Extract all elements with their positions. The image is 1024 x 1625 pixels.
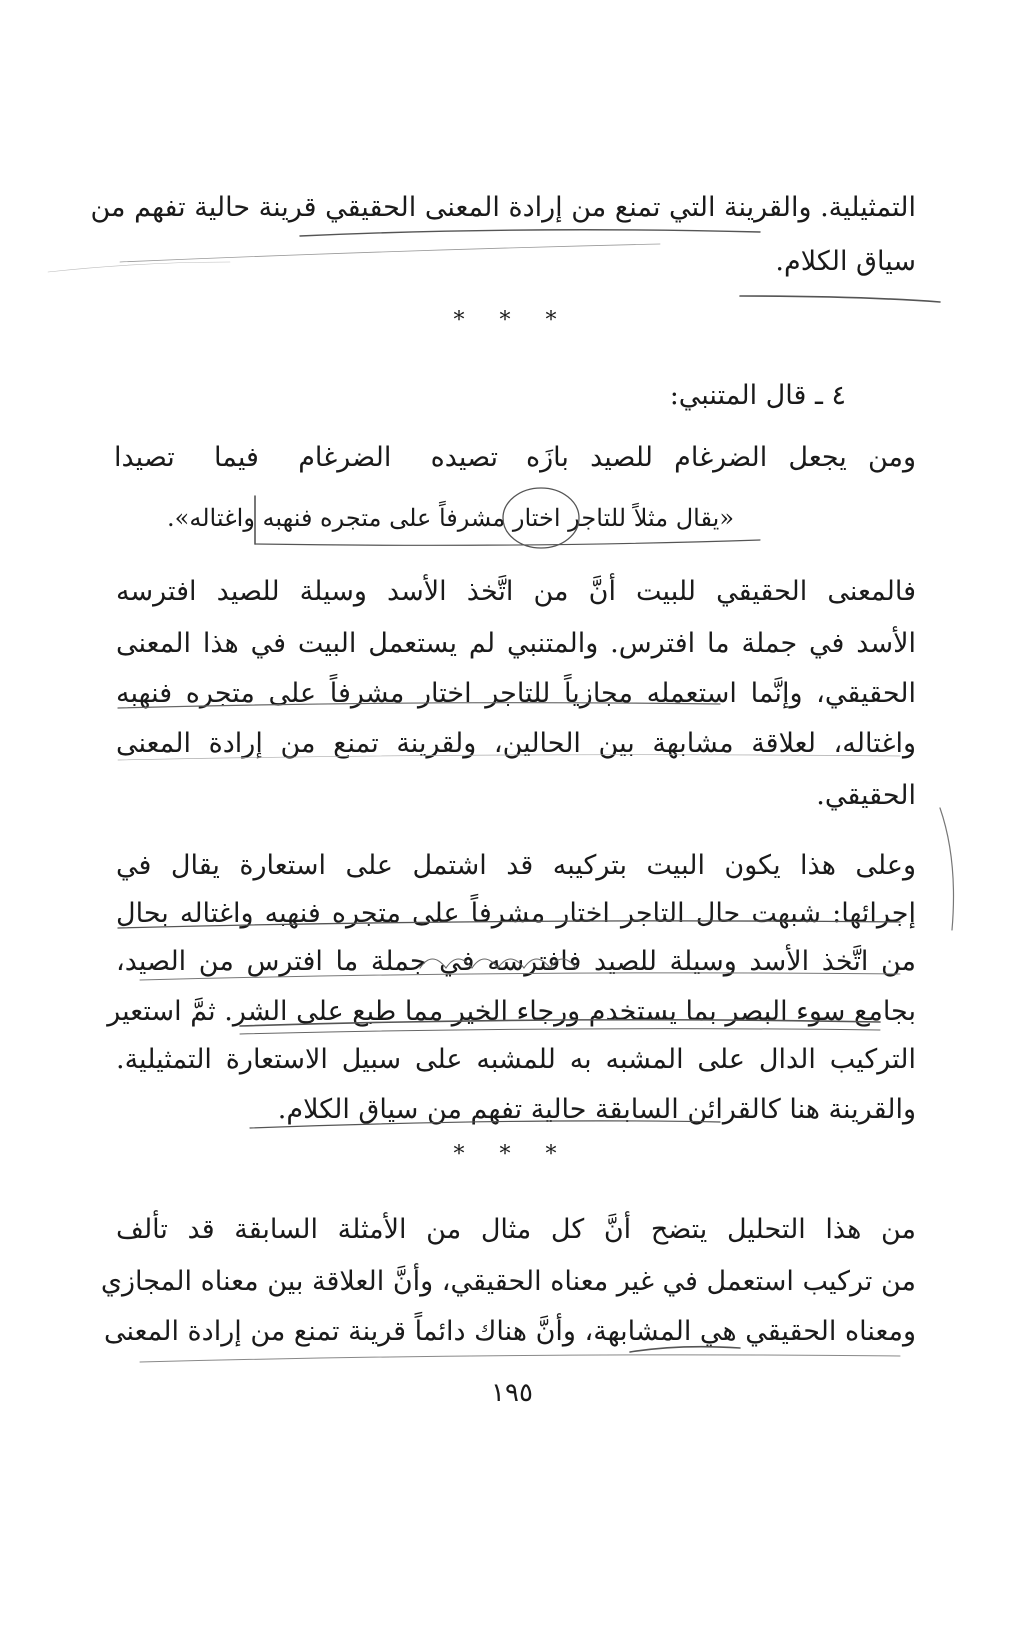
text-line: بجامع سوء البصر بما يستخدم ورجاء الخير مما طبع على الشر. ثمَّ استعير <box>107 996 916 1027</box>
text-line: والقرينة هنا كالقرائن السابقة حالية تفهم من سياق الكلام. <box>277 1094 916 1125</box>
text-line: الأسد في جملة ما افترس. والمتنبي لم يستعمل البيت في هذا المعنى <box>116 628 916 659</box>
page-number: ١٩٥ <box>491 1378 533 1408</box>
verse-second-hemistich: تصيده الضرغام فيما تصيدا <box>114 442 498 473</box>
underline-mark <box>140 1355 900 1362</box>
section-separator: * * * <box>453 308 571 333</box>
text-line: الحقيقي، وإنَّما استعمله مجازياً للتاجر اختار مشرفاً على متجره فنهبه <box>116 678 916 709</box>
text-line: التركيب الدال على المشبه به للمشبه على سبيل الاستعارة التمثيلية. <box>116 1044 916 1075</box>
section-separator: * * * <box>453 1142 571 1167</box>
underline-mark <box>740 296 940 302</box>
underline-mark <box>300 230 760 236</box>
text-line: إجرائها: شبهت حال التاجر اختار مشرفاً على متجره فنهبه واغتاله بحال <box>116 898 916 929</box>
verse-first-hemistich: ومن يجعل الضرغام للصيد بازَه <box>526 442 916 473</box>
text-line: فالمعنى الحقيقي للبيت أنَّ من اتَّخذ الأسد وسيلة للصيد افترسه <box>116 576 916 607</box>
text-line: سياق الكلام. <box>775 246 916 277</box>
text-line: التمثيلية. والقرينة التي تمنع من إرادة المعنى الحقيقي قرينة حالية تفهم من <box>90 192 916 223</box>
text-line: الحقيقي. <box>816 780 916 811</box>
text-line: ومعناه الحقيقي هي المشابهة، وأنَّ هناك دائماً قرينة تمنع من إرادة المعنى <box>103 1316 916 1347</box>
margin-mark <box>940 808 954 930</box>
text-line: من تركيب استعمل في غير معناه الحقيقي، وأنَّ العلاقة بين معناه المجازي <box>100 1266 916 1297</box>
example-heading: ٤ ـ قال المتنبي: <box>669 380 846 411</box>
text-line: من اتَّخذ الأسد وسيلة للصيد فافترسه في جملة ما افترس من الصيد، <box>116 946 916 977</box>
quote-line: «يقال مثلاً للتاجر اختار مشرفاً على متجره فنهبه واغتاله». <box>167 504 734 532</box>
underline-mark <box>255 540 760 545</box>
text-line: وعلى هذا يكون البيت بتركيبه قد اشتمل على استعارة يقال في <box>116 850 916 881</box>
text-line: واغتاله، لعلاقة مشابهة بين الحالين، ولقرينة تمنع من إرادة المعنى <box>116 728 916 759</box>
text-line: من هذا التحليل يتضح أنَّ كل مثال من الأمثلة السابقة قد تألف <box>116 1214 916 1245</box>
